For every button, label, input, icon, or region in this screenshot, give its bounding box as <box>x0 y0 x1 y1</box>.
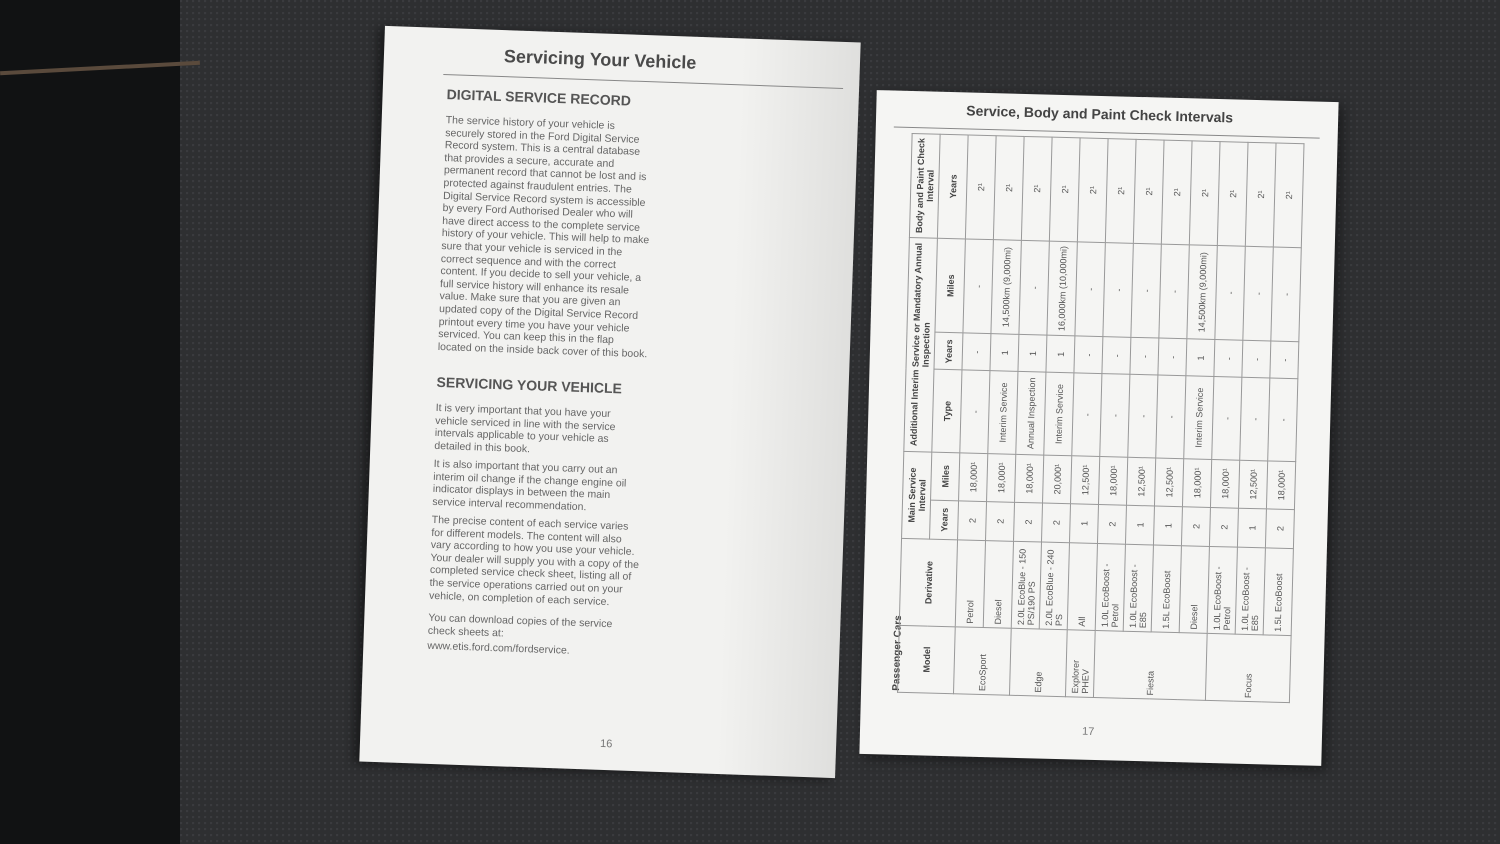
servicing-para-2: It is also important that you carry out an interim oil change if the change engine oil indicator displays in between the main service interval recommendation. <box>432 457 627 514</box>
header-model: Model <box>898 625 956 693</box>
cell-add-miles: - <box>1215 245 1245 341</box>
cell-type: - <box>1156 375 1186 458</box>
cell-model: Focus <box>1205 633 1291 702</box>
cell-add-miles: - <box>963 239 993 335</box>
cell-derivative: 2.0L EcoBlue - 150 PS/190 PS <box>1011 541 1041 629</box>
header-add-miles: Miles <box>935 238 965 334</box>
cell-add-years: 1 <box>1046 336 1075 373</box>
header-body-years: Years <box>937 134 968 238</box>
cell-type: Interim Service <box>1044 372 1074 455</box>
cell-derivative: 1.0L EcoBoost - Petrol <box>1207 546 1237 634</box>
cell-body-years: 2¹ <box>965 135 996 239</box>
cell-type: - <box>1212 377 1242 460</box>
cell-body-years: 2¹ <box>993 136 1024 240</box>
cell-main-years: 1 <box>1153 506 1182 546</box>
cell-add-miles: - <box>1131 243 1161 339</box>
cell-derivative: 1.0L EcoBoost - Petrol <box>1095 543 1125 631</box>
cell-type: - <box>960 370 990 453</box>
intervals-table-wrapper <box>897 133 1305 703</box>
cell-main-years: 1 <box>1237 508 1266 548</box>
cell-add-years: - <box>1158 339 1187 376</box>
cell-add-miles: 14,500km (9,000mi) <box>991 239 1021 335</box>
right-page-title: Service, Body and Paint Check Intervals <box>966 102 1234 126</box>
cell-add-years: - <box>962 333 991 370</box>
cell-add-years: - <box>1074 336 1103 373</box>
cell-derivative: 1.0L EcoBoost - E85 <box>1235 547 1265 635</box>
cell-type: - <box>1268 378 1298 461</box>
cell-add-miles: - <box>1019 240 1049 336</box>
cell-body-years: 2¹ <box>1105 139 1136 243</box>
header-additional-service: Additional Interim Service or Mandatory Annual Inspection <box>904 237 938 452</box>
cell-body-years: 2¹ <box>1245 142 1276 246</box>
cell-main-years: 1 <box>1125 505 1154 545</box>
cell-derivative: Diesel <box>1179 546 1209 634</box>
cell-main-years: 2 <box>1097 504 1126 544</box>
cell-add-years: 1 <box>1018 335 1047 372</box>
cell-model: Explorer PHEV <box>1065 630 1095 698</box>
cell-main-miles: 12,500¹ <box>1238 460 1267 508</box>
cell-add-miles: - <box>1075 242 1105 338</box>
header-main-miles: Miles <box>931 452 960 500</box>
cell-add-miles: - <box>1271 247 1301 343</box>
cell-add-miles: 14,500km (9,000mi) <box>1187 244 1217 340</box>
cell-main-years: 2 <box>1265 509 1294 549</box>
cell-derivative: 2.0L EcoBlue - 240 PS <box>1039 542 1069 630</box>
cell-main-years: 2 <box>986 501 1015 541</box>
intervals-table <box>897 133 1305 703</box>
cell-derivative: 1.5L EcoBoost <box>1151 545 1181 633</box>
cell-body-years: 2¹ <box>1133 139 1164 243</box>
cell-type: - <box>1240 377 1270 460</box>
left-page-title: Servicing Your Vehicle <box>503 46 697 73</box>
cell-main-years: 2 <box>1209 507 1238 547</box>
servicing-para-1: It is very important that you have your vehicle serviced in line with the service intervals applicable to your vehicle as detailed in this book. <box>434 401 616 456</box>
servicing-para-4: You can download copies of the service check sheets at: <box>427 611 613 640</box>
cell-body-years: 2¹ <box>1077 138 1108 242</box>
cell-add-miles: - <box>1159 244 1189 340</box>
left-page <box>359 26 860 778</box>
cell-main-years: 1 <box>1069 503 1098 543</box>
cell-main-miles: 18,000¹ <box>1099 456 1128 504</box>
cell-main-miles: 18,000¹ <box>959 453 988 501</box>
cell-main-years: 2 <box>1041 503 1070 543</box>
cell-main-miles: 12,500¹ <box>1071 456 1100 504</box>
cell-type: Interim Service <box>1184 376 1214 459</box>
passenger-cars-label: Passenger Cars <box>891 615 905 691</box>
cell-add-years: - <box>1270 341 1299 378</box>
header-main-service: Main Service Interval <box>902 451 932 539</box>
servicing-heading: SERVICING YOUR VEHICLE <box>436 373 623 397</box>
cell-type: - <box>1072 373 1102 456</box>
cell-derivative: Diesel <box>983 541 1013 629</box>
cell-add-miles: - <box>1243 246 1273 342</box>
cell-main-years: 2 <box>1014 502 1043 542</box>
cell-derivative: 1.5L EcoBoost <box>1263 548 1293 636</box>
cell-main-miles: 18,000¹ <box>1210 459 1239 507</box>
cell-main-miles: 18,000¹ <box>1015 454 1044 502</box>
cell-add-years: - <box>1102 337 1131 374</box>
cell-add-years: - <box>1242 341 1271 378</box>
cell-model: Edge <box>1009 628 1067 696</box>
cell-type: Interim Service <box>988 371 1018 454</box>
servicing-para-3: The precise content of each service varies for different models. The content will also vary according to how you use your vehicle. Your dealer will supply you with a copy of the completed service check sheet, listing all of the service operations carried out on your vehicle, on completion of each service. <box>428 513 640 608</box>
cell-main-years: 2 <box>958 500 987 540</box>
cell-add-miles: 16,000km (10,000mi) <box>1047 241 1077 337</box>
header-add-years: Years <box>934 333 963 370</box>
header-derivative: Derivative <box>899 538 957 626</box>
cell-type: - <box>1100 374 1130 457</box>
cell-add-years: 1 <box>1186 339 1215 376</box>
cell-derivative: All <box>1067 543 1097 631</box>
cell-add-years: - <box>1130 338 1159 375</box>
cell-main-years: 2 <box>1181 506 1210 546</box>
cell-body-years: 2¹ <box>1021 136 1052 240</box>
cell-derivative: Petrol <box>955 540 985 628</box>
cell-body-years: 2¹ <box>1273 143 1304 247</box>
header-main-years: Years <box>930 500 959 540</box>
cell-main-miles: 20,000¹ <box>1043 455 1072 503</box>
cell-main-miles: 12,500¹ <box>1126 457 1155 505</box>
page-number-left: 16 <box>599 737 613 751</box>
cell-main-miles: 18,000¹ <box>1182 459 1211 507</box>
digital-service-record-heading: DIGITAL SERVICE RECORD <box>446 86 632 109</box>
cell-model: Fiesta <box>1093 630 1207 700</box>
header-add-type: Type <box>932 369 962 452</box>
digital-service-record-text: The service history of your vehicle is securely stored in the Ford Digital Service Record system. This is a central database that provides a secure, accurate and permanent record that cannot be lost and is protected against fraudulent entries. The Digital Service Record system is accessible by every Ford Authorised Dealer who will have direct access to the complete service history of your vehicle. This will help to make sure that your vehicle is serviced in the correct sequence and with the correct content. If you decide to sell your vehicle, a full service history will enhance its resale value. Make sure that you are given an updated copy of the Digital Service Record printout every time you have your vehicle serviced. You can keep this in the flap located on the inside back cover of this book. <box>437 114 650 360</box>
cell-body-years: 2¹ <box>1161 140 1192 244</box>
cell-body-years: 2¹ <box>1049 137 1080 241</box>
service-url: www.etis.ford.com/fordservice. <box>427 639 570 657</box>
cell-type: - <box>1128 374 1158 457</box>
cell-main-miles: 18,000¹ <box>987 454 1016 502</box>
cell-main-miles: 12,500¹ <box>1154 458 1183 506</box>
cell-add-years: - <box>1214 340 1243 377</box>
header-body-paint: Body and Paint Check Interval <box>909 134 940 238</box>
cell-main-miles: 18,000¹ <box>1266 461 1295 509</box>
cell-add-years: 1 <box>990 334 1019 371</box>
cell-add-miles: - <box>1103 242 1133 338</box>
cell-model: EcoSport <box>953 627 1011 695</box>
page-number-right: 17 <box>1081 725 1095 738</box>
cell-derivative: 1.0L EcoBoost - E85 <box>1123 544 1153 632</box>
cell-body-years: 2¹ <box>1217 142 1248 246</box>
cell-body-years: 2¹ <box>1189 141 1220 245</box>
right-page <box>859 90 1338 766</box>
cell-type: Annual Inspection <box>1016 372 1046 455</box>
